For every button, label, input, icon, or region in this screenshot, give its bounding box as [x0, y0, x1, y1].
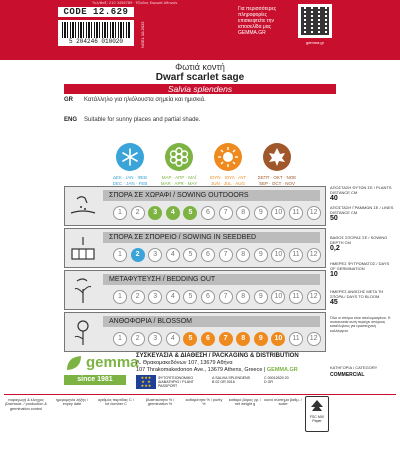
month-12: 12 [307, 332, 321, 346]
month-1: 1 [113, 206, 127, 220]
month-2: 2 [131, 332, 145, 346]
bottom-col-purity: καθαρότητα % / purity % [185, 398, 223, 407]
qr-url: gemma.gr [305, 40, 324, 45]
packaging-info: ΣΥΣΚΕΥΑΣΙΑ & ΔΙΑΘΕΣΗ / PACKAGING & DISTRIBUTION Λ. Θρακομακεδόνων 107, 13679 Αθήνα 107 Thrakomakedonon Ave., 13679 Athens, Greece | GEMMA.GR [136, 353, 299, 373]
eu-flag-icon: ★★★ ★ ★ ★★★ [136, 375, 156, 389]
bottom-col-weight: καθαρό βάρος γρ. / net weight g [228, 398, 262, 407]
qr-pattern [301, 7, 329, 35]
month-7: 7 [219, 248, 233, 262]
row-title: ΑΝΘΟΦΟΡΙΑ / BLOSSOM [103, 316, 320, 327]
month-12: 12 [307, 290, 321, 304]
month-8: 8 [236, 290, 250, 304]
autumn-label: ΣΕΠΤ · ΟΚΤ · ΝΟΕ SEP · OCT · NOV [257, 175, 297, 186]
bottom-col-germination: βλαστικότητα % / germination % [145, 398, 175, 407]
month-3: 3 [148, 290, 162, 304]
gemma-leaf-icon [64, 353, 84, 373]
month-1: 1 [113, 332, 127, 346]
month-8: 8 [236, 248, 250, 262]
month-track [113, 290, 327, 304]
bedding-out-icon [69, 275, 97, 305]
spring-label: ΜΑΡ · ΑΠΡ · ΜΑΪ MAR · APR · MAY [160, 175, 198, 186]
desc-en: Suitable for sunny places and partial shade. [84, 117, 201, 123]
month-7: 7 [219, 332, 233, 346]
barcode [58, 20, 134, 46]
month-10: 10 [271, 290, 285, 304]
row-title: ΣΠΟΡΑ ΣΕ ΣΠΟΡΕΙΟ / SOWING IN SEEDBED [103, 232, 320, 243]
sowing-outdoors-icon [69, 191, 97, 221]
red-header [0, 0, 400, 60]
winter-icon [116, 143, 144, 171]
month-2: 2 [131, 206, 145, 220]
lang-en: ENG [64, 117, 78, 123]
month-5: 5 [183, 248, 197, 262]
month-9: 9 [254, 248, 268, 262]
product-code: CODE 12.629 [58, 7, 134, 17]
month-4: 4 [166, 206, 180, 220]
month-4: 4 [166, 332, 180, 346]
month-5: 5 [183, 206, 197, 220]
row-title: ΣΠΟΡΑ ΣΕ ΧΩΡΑΦΙ / SOWING OUTDOORS [103, 190, 320, 201]
summer-label: ΙΟΥΝ · ΙΟΥΛ · ΑΥΓ JUN · JUL · AUG [209, 175, 247, 186]
gemma-logo[interactable] [64, 353, 139, 373]
barcode-number: 5 204246 010020 [68, 38, 123, 45]
plant-passport-ab: A SALVIA SPLENDENS B 02 GR 0016 [212, 376, 251, 385]
month-3: 3 [148, 206, 162, 220]
month-9: 9 [254, 290, 268, 304]
fsc-tree-icon [309, 399, 325, 413]
row-bedding-out [64, 270, 326, 310]
seedbed-icon [69, 233, 97, 263]
summer-icon [214, 143, 242, 171]
header-tiny-text: Τηλ/Φαξ: 210 3456789 · Έξοδος Κορωπί Αθηνών [92, 1, 178, 5]
month-10: 10 [271, 332, 285, 346]
plant-passport-cd: C 00012629 20 D GR [264, 376, 289, 385]
month-track [113, 332, 327, 346]
month-9: 9 [254, 332, 268, 346]
month-8: 8 [236, 206, 250, 220]
month-2: 2 [131, 248, 145, 262]
month-4: 4 [166, 248, 180, 262]
month-3: 3 [148, 248, 162, 262]
sowing-depth: ΒΑΘΟΣ ΣΠΟΡΑΣ ΣΕ / SOWING DEPTH CM 0,2 [330, 235, 388, 253]
gemma-wordmark: gemma [86, 354, 139, 371]
lang-gr: GR [64, 97, 73, 103]
month-9: 9 [254, 206, 268, 220]
blossom-icon [69, 317, 97, 347]
month-5: 5 [183, 332, 197, 346]
english-name: Dwarf scarlet sage [155, 72, 245, 83]
desc-gr: Κατάλληλο για ηλιόλουστα σημεία και ημισκιά. [84, 97, 206, 103]
month-5: 5 [183, 290, 197, 304]
since-badge: since 1981 [64, 375, 126, 385]
row-sowing-seedbed [64, 228, 326, 268]
barcode-bars [62, 22, 130, 38]
month-track [113, 206, 327, 220]
row-blossom [64, 312, 326, 352]
month-1: 1 [113, 248, 127, 262]
month-3: 3 [148, 332, 162, 346]
bottom-col-production: παραγωγή & έλεγχος βλαστικότ. / production & germination control [5, 398, 47, 411]
bottom-col-lot: αριθμός παρτίδας C / lot number C [98, 398, 134, 407]
lines-distance: ΑΠΟΣΤΑΣΗ ΓΡΑΜΜΩΝ ΣΕ / LINES DISTANCE CM 50 [330, 205, 394, 223]
greek-name: Φωτιά κοντή [175, 62, 225, 72]
month-7: 7 [219, 290, 233, 304]
month-11: 11 [289, 248, 303, 262]
row-title: ΜΕΤΑΦΥΤΕΥΣΗ / BEDDING OUT [103, 274, 320, 285]
footer-divider [4, 394, 396, 395]
month-track [113, 248, 327, 262]
autumn-icon [263, 143, 291, 171]
category: ΚΑΤΗΓΟΡΙΑ / CATEGORY COMMERCIAL [330, 365, 378, 378]
winter-label: ΔΕΚ · ΙΑΝ · ΦΕΒ DEC · JAN · FEB [112, 175, 148, 186]
month-11: 11 [289, 290, 303, 304]
month-4: 4 [166, 290, 180, 304]
seed-note: Όλοι οι σπόροι είναι απολυμασμένοι. Η συσκευασία αυτή περιέχει σπόρους κατάλληλους για ερασιτεχνική καλλιέργεια. [330, 316, 391, 333]
month-12: 12 [307, 206, 321, 220]
fsc-logo: FSC MIX Paper [305, 396, 329, 432]
germination-days: ΗΜΕΡΕΣ ΦΥΤΡΩΜΑΤΟΣ / DAYS OF GERMINATION 10 [330, 261, 390, 279]
month-2: 2 [131, 290, 145, 304]
month-12: 12 [307, 248, 321, 262]
month-6: 6 [201, 248, 215, 262]
vertical-print-code: NGEL 10-2022 [140, 21, 145, 48]
month-8: 8 [236, 332, 250, 346]
plants-distance: ΑΠΟΣΤΑΣΗ ΦΥΤΩΝ ΣΕ / PLANTS DISTANCE CM 40 [330, 185, 392, 203]
row-sowing-outdoors [64, 186, 326, 226]
month-10: 10 [271, 206, 285, 220]
month-11: 11 [289, 206, 303, 220]
header-info-text: Για περισσότερες πληροφορίες επισκεφτείτε την ιστοσελίδα μας GEMMA.GR [238, 6, 277, 36]
spring-icon [165, 143, 193, 171]
bottom-col-expiry: ημερομηνία λήξης / expiry date [55, 398, 89, 407]
qr-code[interactable] [298, 4, 332, 38]
month-11: 11 [289, 332, 303, 346]
days-to-bloom: ΗΜΕΡΕΣ ΑΝΘΙΣΗΣ ΜΕΤΑ ΤΗ ΣΠΟΡΑ / DAYS TO BLOOM 45 [330, 289, 384, 307]
month-6: 6 [201, 290, 215, 304]
plant-passport-title: ΦΥΤΟΫΓΕΙΟΝΟΜΙΚΟ ΔΙΑΒΑΤΗΡΙΟ / PLANT PASSPORT [158, 376, 194, 389]
month-1: 1 [113, 290, 127, 304]
month-6: 6 [201, 332, 215, 346]
month-6: 6 [201, 206, 215, 220]
month-10: 10 [271, 248, 285, 262]
month-7: 7 [219, 206, 233, 220]
latin-name: Salvia splendens [64, 84, 336, 94]
bottom-col-scale: κοινό σύστημα βαθμ. / scale [264, 398, 302, 407]
